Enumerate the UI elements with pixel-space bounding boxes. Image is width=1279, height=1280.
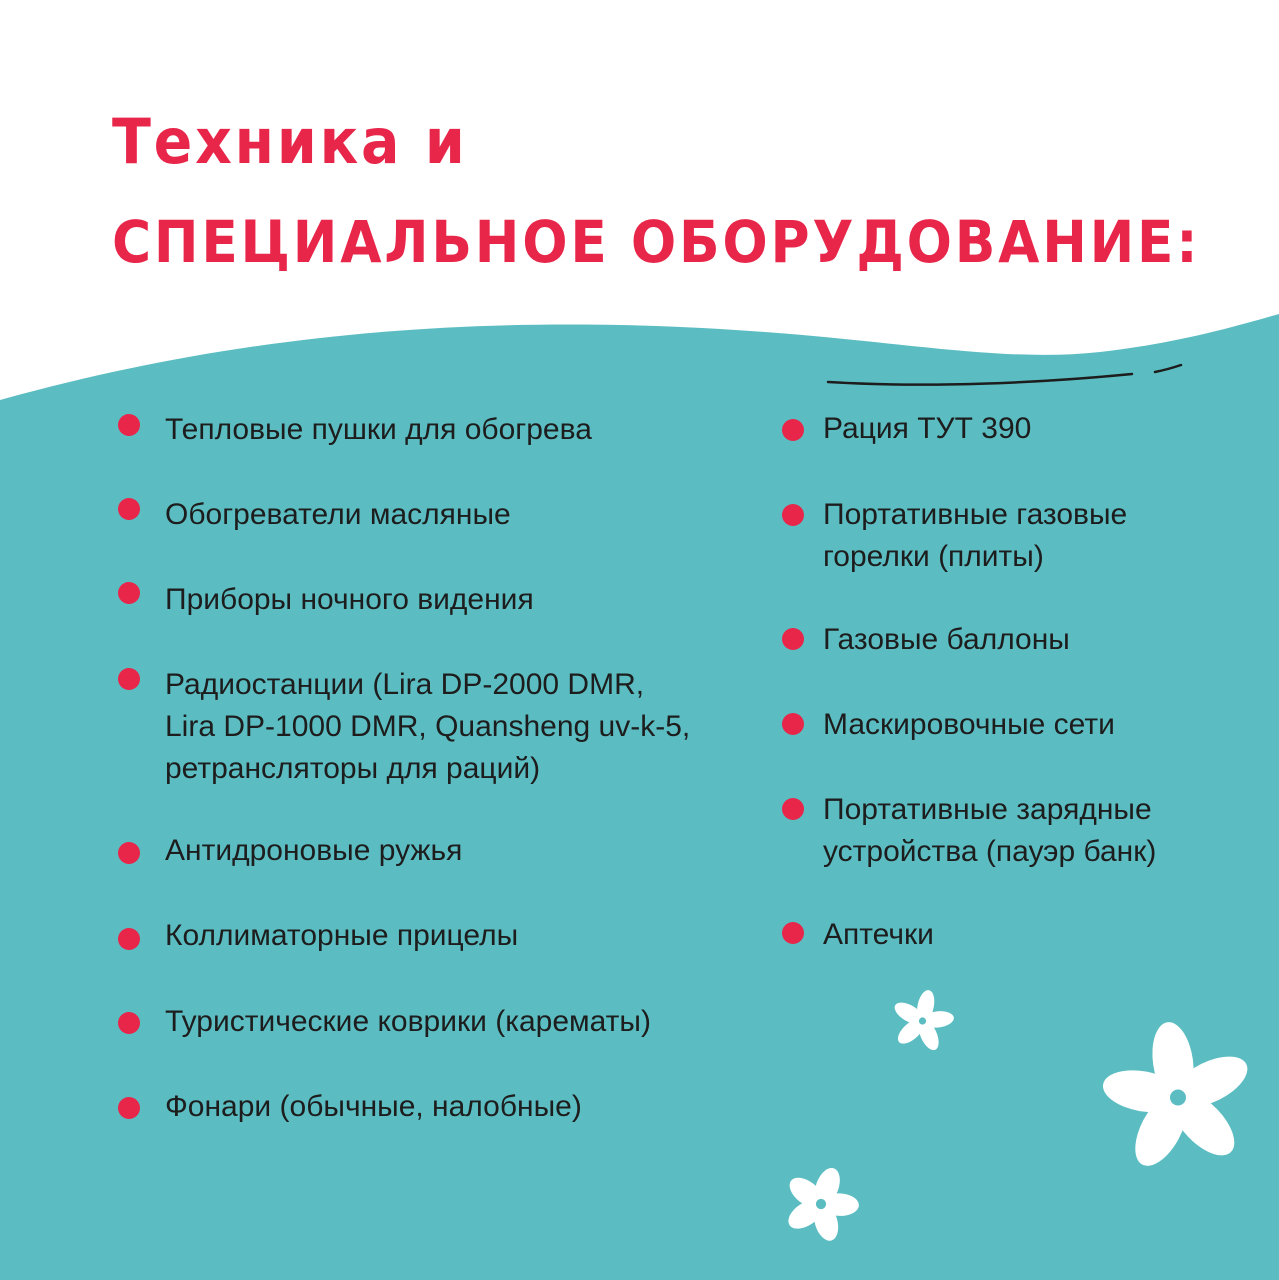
list-item: [165, 409, 592, 451]
list-item-label: Радиостанции (Lira DP-2000 DMR,: [165, 668, 645, 701]
list-item-label: Тепловые пушки для обогрева: [165, 413, 592, 446]
list-item: [165, 1086, 582, 1128]
title-line-1: Техника и: [112, 105, 468, 178]
bullet-icon: [118, 1012, 140, 1034]
list-item: [165, 1001, 651, 1043]
list-item-label: Рация ТУТ 390: [823, 412, 1032, 445]
list-item-label: Фонари (обычные, налобные): [165, 1090, 582, 1123]
list-item-label: Газовые баллоны: [823, 623, 1070, 656]
bullet-icon: [782, 798, 804, 820]
bullet-icon: [118, 668, 140, 690]
list-item: [165, 494, 511, 536]
bullet-icon: [118, 1097, 140, 1119]
list-item-label: Маскировочные сети: [823, 708, 1115, 741]
flower-icon: [1098, 1015, 1258, 1180]
list-item: [165, 579, 534, 621]
list-item-label: горелки (плиты): [823, 540, 1044, 573]
bullet-icon: [118, 414, 140, 436]
flower-icon: [885, 985, 960, 1057]
bullet-icon: [782, 922, 804, 944]
list-item: [823, 789, 1156, 873]
list-item-label: ретрансляторы для раций): [165, 752, 541, 785]
bullet-icon: [118, 582, 140, 604]
list-item: [823, 494, 1127, 578]
list-item-label: Приборы ночного видения: [165, 583, 534, 616]
list-item-label: Обогреватели масляные: [165, 498, 511, 531]
bullet-icon: [118, 498, 140, 520]
list-item-label: устройства (пауэр банк): [823, 835, 1157, 868]
list-item-label: Коллиматорные прицелы: [165, 919, 519, 952]
list-item: [165, 830, 462, 872]
list-item: [823, 619, 1070, 661]
bullet-icon: [118, 842, 140, 864]
list-item: [165, 664, 690, 790]
list-item: [823, 408, 1031, 450]
flower-icon: [780, 1163, 862, 1245]
page-title: [112, 92, 1201, 292]
bullet-icon: [782, 504, 804, 526]
bullet-icon: [782, 628, 804, 650]
list-item: [823, 914, 934, 956]
list-item-label: Аптечки: [823, 918, 934, 951]
bullet-icon: [782, 713, 804, 735]
bullet-icon: [782, 419, 804, 441]
list-item-label: Антидроновые ружья: [165, 834, 463, 867]
list-item-label: Портативные газовые: [823, 498, 1128, 531]
list-item: [823, 704, 1115, 746]
list-item-label: Туристические коврики (карематы): [165, 1005, 651, 1038]
list-item-label: Lira DP-1000 DMR, Quansheng uv-k-5,: [165, 710, 691, 743]
list-item-label: Портативные зарядные: [823, 793, 1152, 826]
bullet-icon: [118, 928, 140, 950]
title-line-2: СПЕЦИАЛЬНОЕ ОБОРУДОВАНИЕ:: [112, 208, 1201, 276]
list-item: [165, 915, 518, 957]
